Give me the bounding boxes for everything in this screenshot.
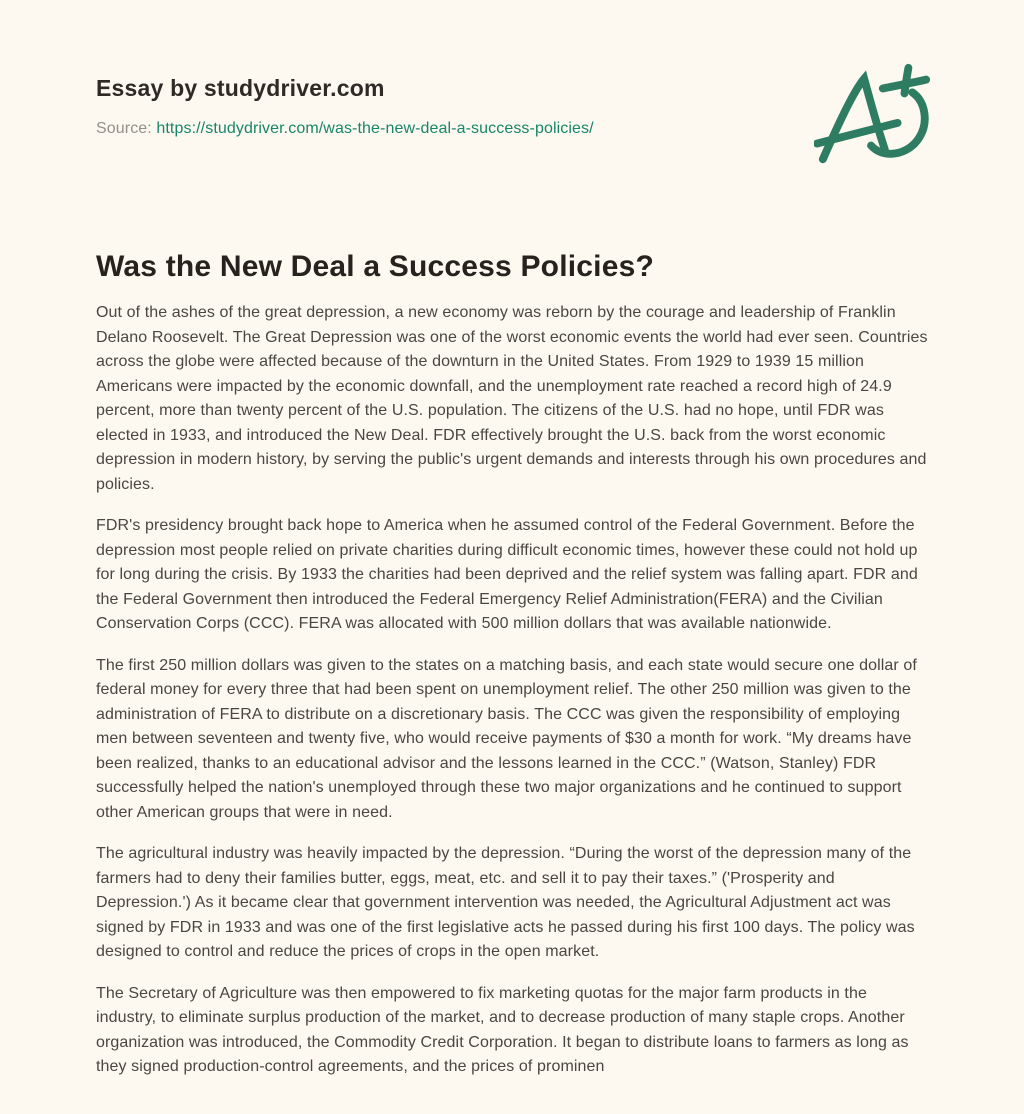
essay-paragraph: The first 250 million dollars was given to the states on a matching basis, and each state would secure one dollar of federal money for every three that had been spent on unemployment relief. The other 250 million was given to the administration of FERA to distribute on a discretionary basis. The CCC was given the responsibility of employing men between seventeen and twenty five, who would receive payments of $30 a month for work. “My dreams have been realized, thanks to an educational advisor and the lessons learned in the CCC.” (Watson, Stanley) FDR successfully helped the nation's unemployed through these two major organizations and he continued to support other American groups that were in need.	[96, 656, 917, 821]
page-header	[96, 0, 928, 138]
essay-paragraph: FDR's presidency brought back hope to America when he assumed control of the Federal Government. Before the depression most people relied on private charities during difficult economic times, however these could not hold up for long during the crisis. By 1933 the charities had been deprived and the relief system was falling apart. FDR and the Federal Government then introduced the Federal Emergency Relief Administration(FERA) and the Civilian Conservation Corps (CCC). FERA was allocated with 500 million dollars that was available nationwide.	[96, 517, 918, 632]
essay-title: Was the New Deal a Success Policies?	[96, 250, 654, 283]
page-header-title: Essay by studydriver.com	[96, 75, 385, 101]
essay-body	[96, 301, 928, 1080]
essay-paragraph: Out of the ashes of the great depression, a new economy was reborn by the courage and leadership of Franklin Delano Roosevelt. The Great Depression was one of the worst economic events the world had ever seen. Countries across the globe were affected because of the downturn in the United States. From 1929 to 1939 15 million Americans were impacted by the economic downfall, and the unemployment rate reached a record high of 24.9 percent, more than twenty percent of the U.S. population. The citizens of the U.S. had no hope, until FDR was elected in 1933, and introduced the New Deal. FDR effectively brought the U.S. back from the worst economic depression in modern history, by serving the public's urgent demands and interests through his own procedures and policies.	[96, 304, 928, 493]
source-line	[96, 120, 928, 138]
essay-paragraph: The agricultural industry was heavily impacted by the depression. “During the worst of the depression many of the farmers had to deny their families butter, eggs, meat, etc. and sell it to pay their taxes.” ('Prosperity and Depression.') As it became clear that government intervention was needed, the Agricultural Adjustment act was signed by FDR in 1933 and was one of the first legislative acts he passed during his first 100 days. The policy was designed to control and reduce the prices of crops in the open market.	[96, 845, 915, 960]
source-label: Source:	[96, 120, 152, 137]
a-plus-logo-icon	[814, 60, 932, 172]
essay-paragraph: The Secretary of Agriculture was then empowered to fix marketing quotas for the major farm products in the industry, to eliminate surplus production of the market, and to decrease production of many staple crops. Another organization was introduced, the Commodity Credit Corporation. It began to distribute loans to farmers as long as they signed production-control agreements, and the prices of prominen	[96, 984, 909, 1075]
source-link[interactable]: https://studydriver.com/was-the-new-deal-a-success-policies/	[156, 120, 594, 137]
